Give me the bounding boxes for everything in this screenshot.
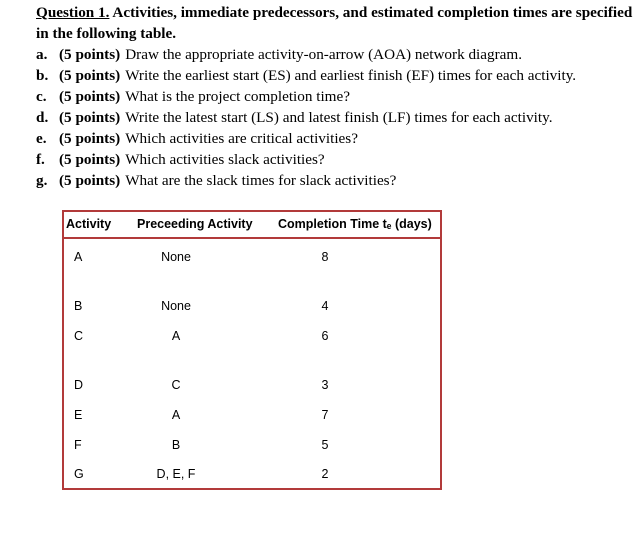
question-block <box>36 2 636 191</box>
item-points: (5 points) <box>59 67 121 84</box>
cell-activity: B <box>74 299 83 313</box>
header-activity: Activity <box>66 217 112 231</box>
question-item <box>36 170 636 191</box>
question-item <box>36 86 636 107</box>
item-points: (5 points) <box>59 130 121 147</box>
item-text: What are the slack times for slack activities? <box>125 172 397 189</box>
item-text: What is the project completion time? <box>125 88 350 105</box>
item-points: (5 points) <box>59 46 121 63</box>
item-text: Write the earliest start (ES) and earliest finish (EF) times for each activity. <box>125 67 577 84</box>
item-letter: f. <box>36 151 45 168</box>
item-text: Write the latest start (LS) and latest finish (LF) times for each activity. <box>125 109 553 126</box>
header-preceding: Preceeding Activity <box>137 217 253 231</box>
item-text: Which activities are critical activities? <box>125 130 358 147</box>
item-letter: a. <box>36 46 48 63</box>
item-points: (5 points) <box>59 109 121 126</box>
cell-activity: C <box>74 329 84 343</box>
item-text: Which activities slack activities? <box>125 151 325 168</box>
question-label: Question 1. <box>36 4 110 21</box>
question-text: Activities, immediate predecessors, and estimated completion times are specified in the following table. <box>36 4 633 42</box>
item-text: Draw the appropriate activity-on-arrow (AOA) network diagram. <box>125 46 523 63</box>
cell-activity: F <box>74 438 82 452</box>
cell-activity: G <box>74 467 84 481</box>
item-points: (5 points) <box>59 151 121 168</box>
question-item <box>36 44 636 65</box>
item-letter: e. <box>36 130 47 147</box>
question-items <box>36 44 636 191</box>
item-points: (5 points) <box>59 172 121 189</box>
table-header <box>64 212 440 239</box>
question-heading <box>36 2 636 44</box>
activity-table: Activity Preceeding Activity Completion Time tₑ (days) A None 8 B None 4 C A 6 D C 3 E A 7 F B 5 G D, E, F 2 <box>62 210 442 490</box>
item-letter: c. <box>36 88 47 105</box>
question-item <box>36 107 636 128</box>
question-item <box>36 128 636 149</box>
cell-activity: D <box>74 378 84 392</box>
item-letter: d. <box>36 109 49 126</box>
item-letter: g. <box>36 172 48 189</box>
item-points: (5 points) <box>59 88 121 105</box>
cell-activity: E <box>74 408 83 422</box>
header-completion-time: Completion Time tₑ (days) <box>278 217 432 231</box>
item-letter: b. <box>36 67 49 84</box>
question-item <box>36 65 636 86</box>
cell-activity: A <box>74 250 83 264</box>
question-item <box>36 149 636 170</box>
